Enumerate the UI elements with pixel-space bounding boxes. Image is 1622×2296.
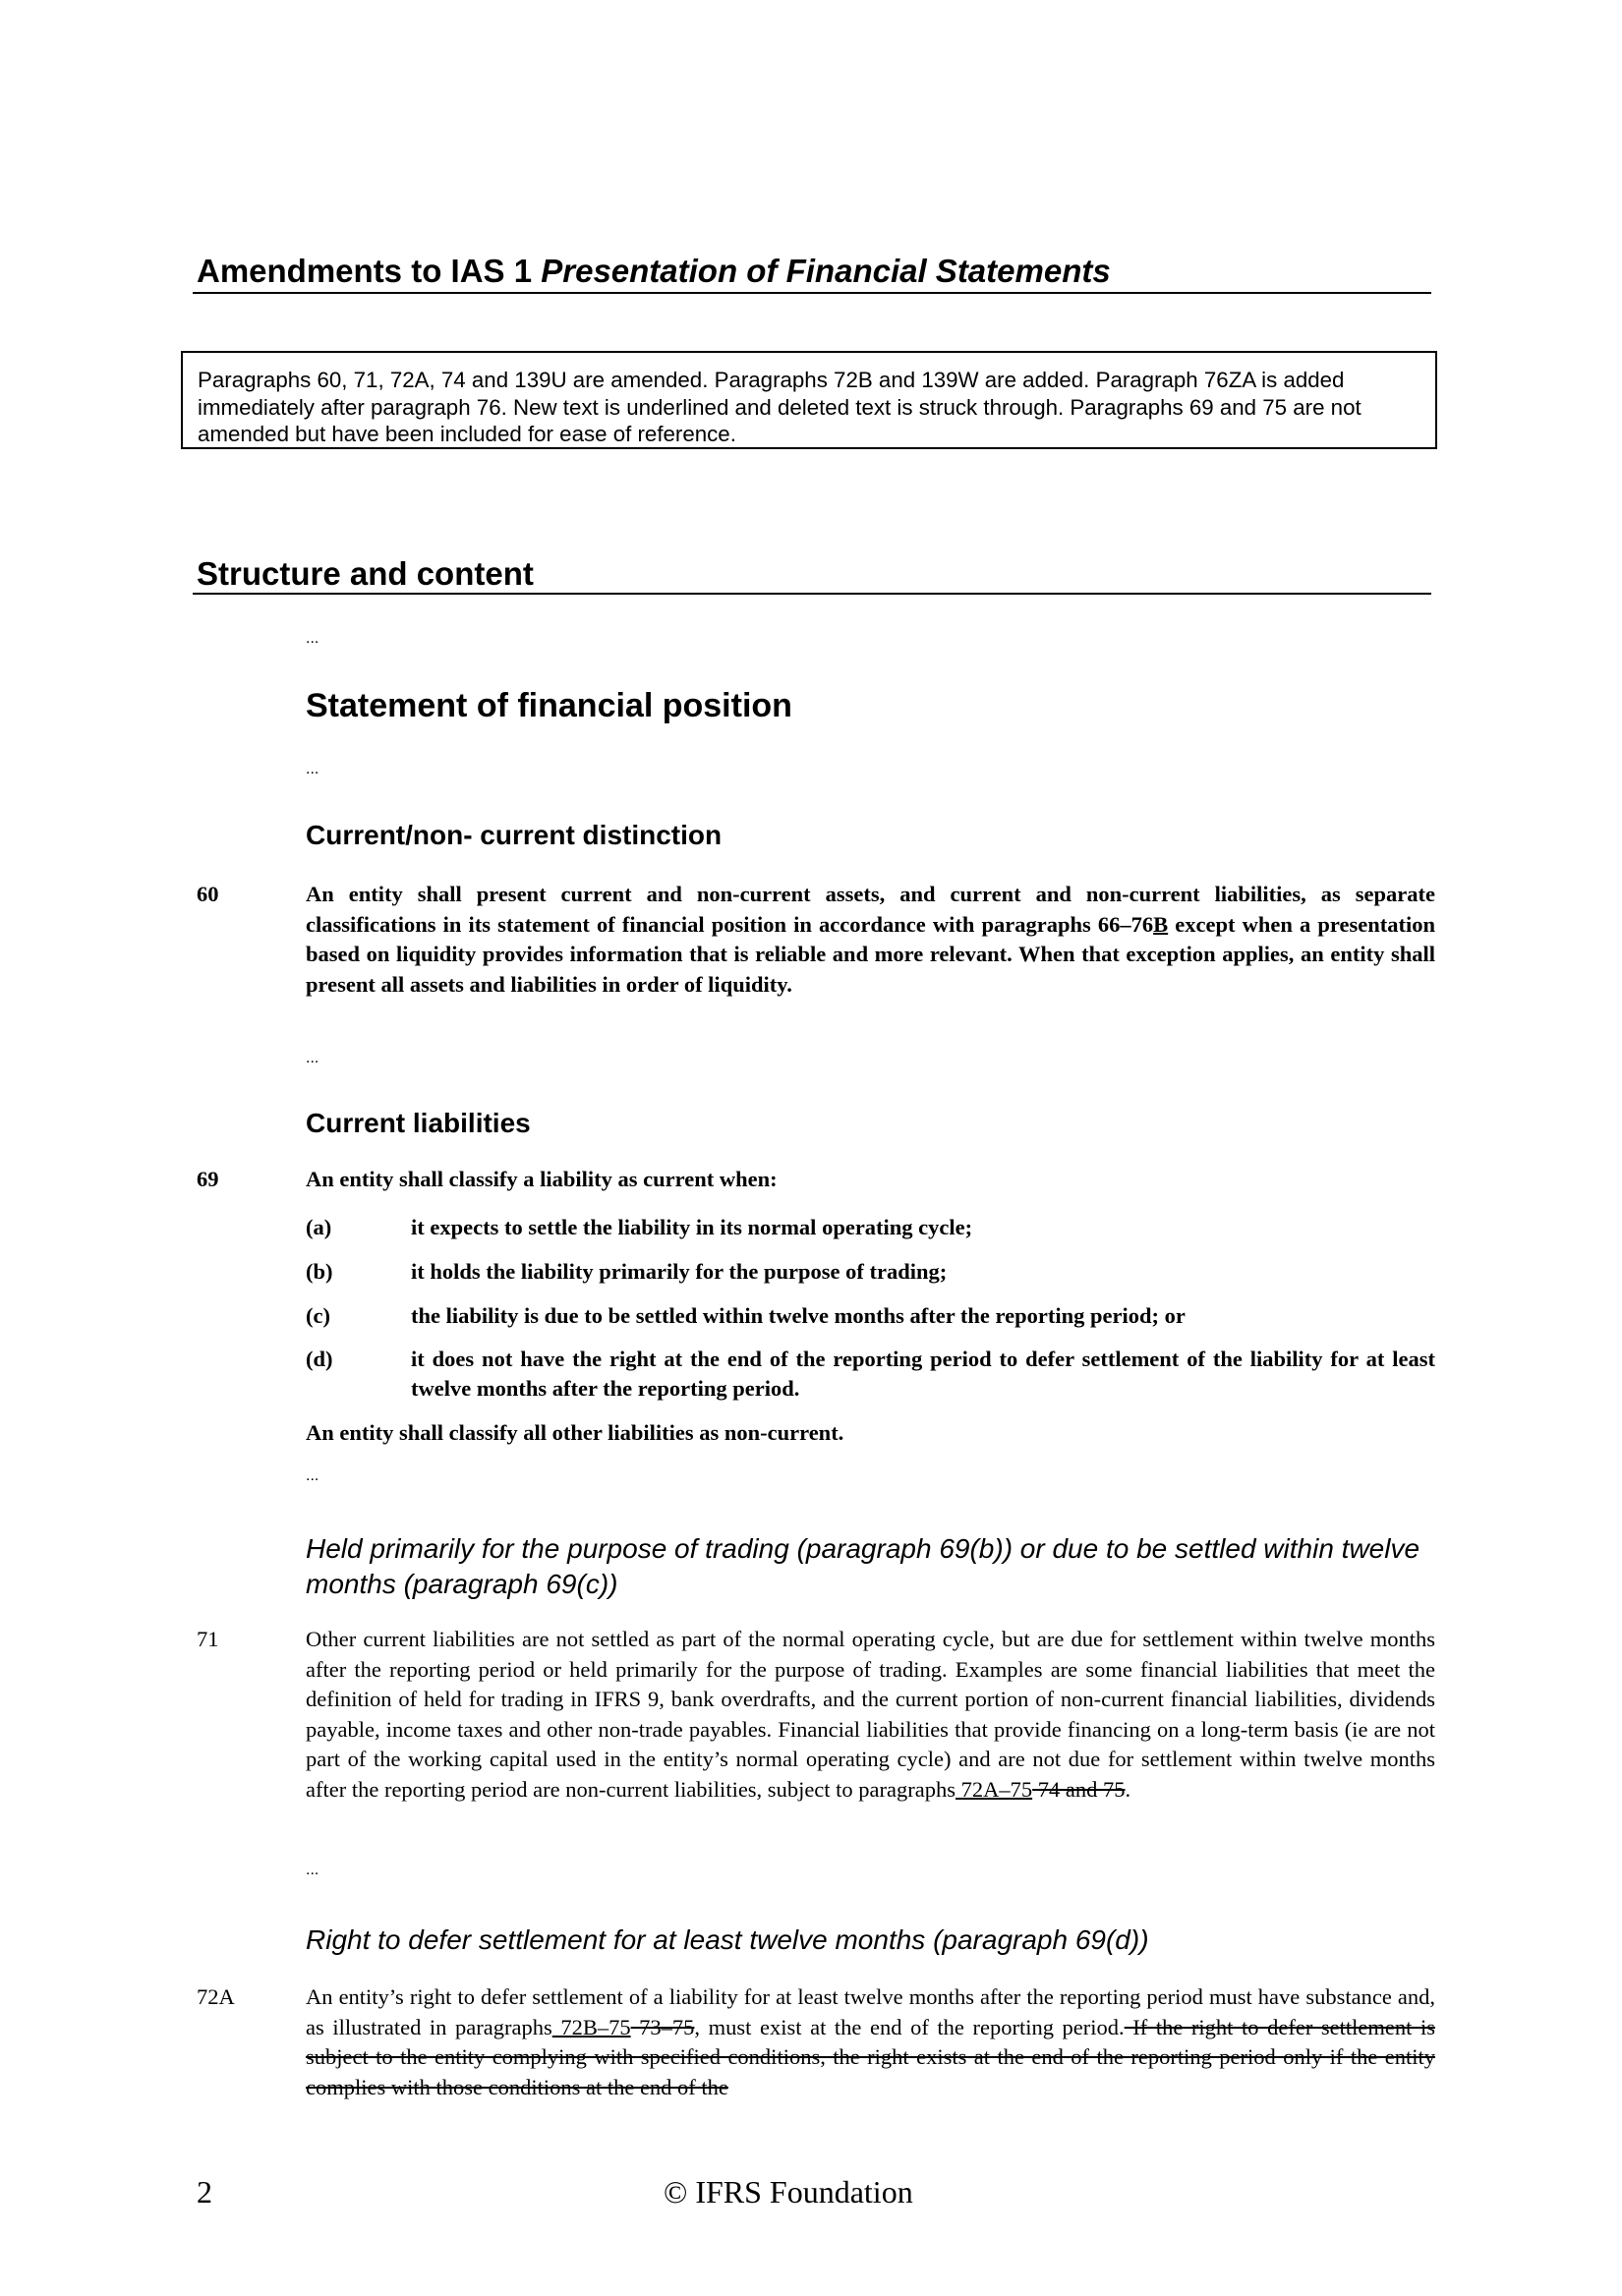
paragraph-number-60: 60 [197, 882, 219, 906]
heading-right-to-defer: Right to defer settlement for at least twelve months (paragraph 69(d)) [306, 1924, 1149, 1955]
paragraph-60-text-cont: except when a presentation based on liquidity provides information that is reliable and more relevant. When that exception applies, an entity shall present all assets and liabilities in order of liquidity. [306, 911, 1435, 997]
paragraph-number-69: 69 [197, 1167, 219, 1191]
list-item-text: it does not have the right at the end of the reporting period to defer settlement of the liability for at least twelve months after the reporting period. [411, 1347, 1435, 1401]
paragraph-72A-text-cont: , must exist at the end of the reporting period. [694, 2014, 1125, 2039]
list-item-label: (a) [306, 1215, 332, 1239]
paragraph-60-text: An entity shall present current and non-current assets, and current and non-current liabilities, as separate classifications in its statement of financial position in accordance with paragraphs 66–76 [306, 882, 1435, 937]
footer-copyright: © IFRS Foundation [664, 2174, 913, 2210]
heading-current-liabilities: Current liabilities [306, 1108, 531, 1138]
document-title-plain: Amendments to IAS 1 [197, 253, 542, 289]
section-heading: Structure and content [197, 555, 534, 592]
paragraph-69-intro: An entity shall classify a liability as current when: [306, 1167, 778, 1191]
list-item-text: the liability is due to be settled within twelve months after the reporting period; or [411, 1303, 1186, 1328]
amendment-note-text: Paragraphs 60, 71, 72A, 74 and 139U are amended. Paragraphs 72B and 139W are added. Paragraph 76ZA is added immediately after paragraph 76. New text is underlined and deleted text is struck through. Paragraphs 69 and 75 are not amended but have been included for ease of reference. [198, 368, 1361, 446]
ellipsis: ... [306, 630, 319, 647]
paragraph-71 [306, 1625, 1435, 1805]
title-rule [193, 292, 1431, 294]
paragraph-72A-text: An entity’s right to defer settlement of a liability for at least twelve months after the reporting period must have substance and, as illustrated in paragraphs [306, 1984, 1435, 2039]
list-item-text: it holds the liability primarily for the purpose of trading; [411, 1259, 948, 1284]
section-rule [193, 593, 1431, 595]
list-item-text: it expects to settle the liability in its normal operating cycle; [411, 1215, 973, 1239]
list-item-label: (d) [306, 1347, 333, 1371]
ellipsis: ... [306, 1050, 319, 1066]
inserted-text: B [1153, 911, 1169, 937]
page-number: 2 [197, 2174, 212, 2210]
deleted-text: 73–75 [630, 2014, 695, 2039]
document-title-italic: Presentation of Financial Statements [541, 253, 1111, 289]
heading-current-noncurrent-distinction: Current/non- current distinction [306, 820, 723, 850]
ellipsis: ... [306, 1467, 319, 1484]
inserted-text: 72A–75 [956, 1776, 1033, 1802]
ellipsis: ... [306, 761, 319, 777]
paragraph-60 [306, 880, 1435, 1000]
deleted-sentence: If the right to defer settlement is subject to the entity complying with specified conditions, the right exists at the end of the reporting period only if the entity complies with those conditions at the end of the [306, 2014, 1435, 2099]
list-item-label: (b) [306, 1259, 333, 1284]
ellipsis: ... [306, 1862, 319, 1878]
inserted-text: 72B–75 [551, 2014, 631, 2039]
paragraph-number-72A: 72A [197, 1984, 235, 2009]
paragraph-71-text: Other current liabilities are not settled as part of the normal operating cycle, but are due for settlement within twelve months after the reporting period or held primarily for the purpose of trading. Examples are some financial liabilities that meet the definition of held for trading in IFRS 9, bank overdrafts, and the current portion of non-current financial liabilities, dividends payable, income taxes and other non-trade payables. Financial liabilities that provide financing on a long-term basis (ie are not part of the working capital used in the entity’s normal operating cycle) and are not due for settlement within twelve months after the reporting period are non-current liabilities, subject to paragraphs [306, 1627, 1435, 1802]
paragraph-69-closing: An entity shall classify all other liabilities as non-current. [306, 1420, 844, 1445]
deleted-text: 74 and 75 [1032, 1776, 1126, 1802]
document-title [197, 252, 1111, 291]
list-item-label: (c) [306, 1303, 330, 1328]
heading-held-for-trading: Held primarily for the purpose of trading (paragraph 69(b)) or due to be settled within twelve months (paragraph 69(c)) [306, 1533, 1420, 1599]
subsection-heading: Statement of financial position [306, 687, 792, 724]
paragraph-number-71: 71 [197, 1627, 219, 1651]
paragraph-71-text-end: . [1125, 1776, 1131, 1802]
paragraph-72A [306, 1982, 1435, 2102]
amendment-note-box [181, 351, 1437, 449]
